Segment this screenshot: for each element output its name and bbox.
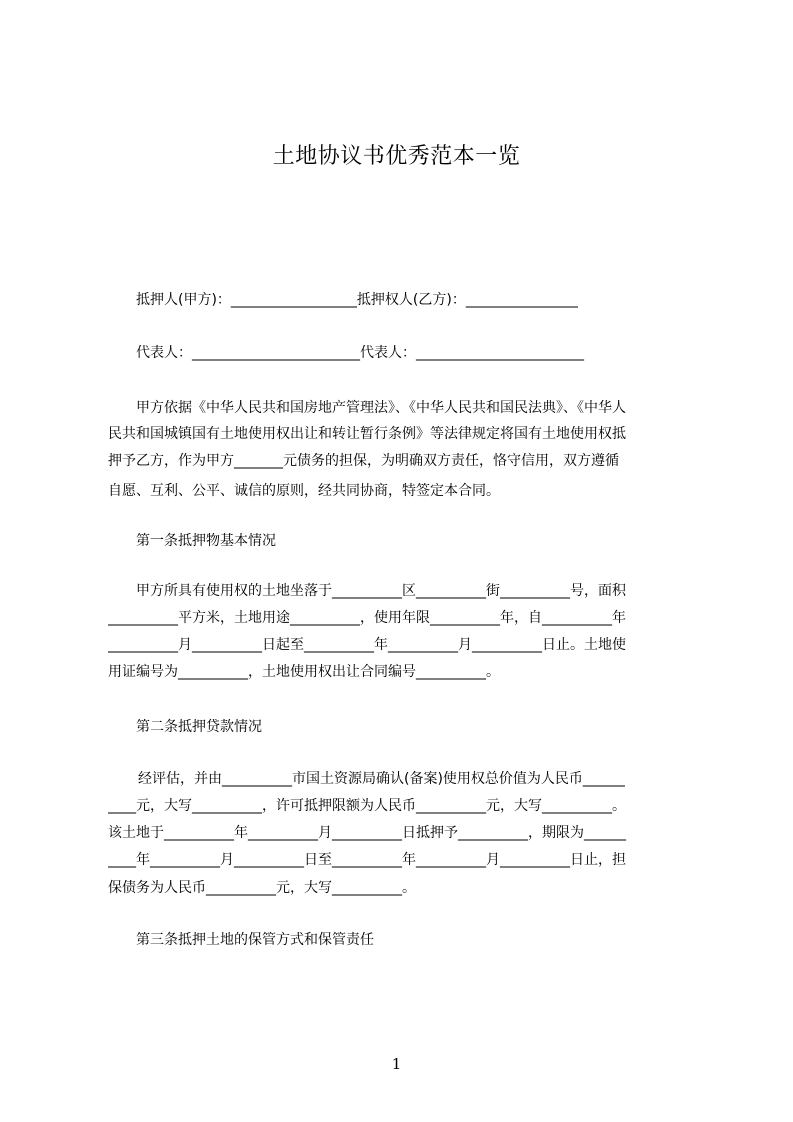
article3-heading: 第三条抵押土地的保管方式和保管责任 — [136, 932, 374, 948]
intro-paragraph-line: 甲方依据《中华人民共和国房地产管理法》、《中华人民共和国民法典》、《中华人 — [136, 400, 626, 416]
article1-paragraph-line: 甲方所具有使用权的土地坐落于__________区__________街__________号，面积 — [136, 583, 626, 599]
article1-paragraph-line: __________平方米，土地用途__________，使用年限__________年，自__________年 — [108, 610, 626, 626]
article2-paragraph-line: ____元，大写__________，许可抵押限额为人民币__________元，大写__________。 — [108, 798, 626, 814]
intro-paragraph-line: 自愿、互利、公平、诚信的原则，经共同协商，特签定本合同。 — [108, 483, 500, 499]
article1-paragraph-line: __________月__________日起至__________年__________月__________日止。土地使 — [108, 637, 626, 653]
article2-paragraph-line: 经评估，并由__________市国土资源局确认(备案)使用权总价值为人民币______ — [138, 771, 625, 787]
article2-paragraph-line: 保债务为人民币__________元，大写__________。 — [108, 880, 416, 896]
intro-paragraph-line: 民共和国城镇国有土地使用权出让和转让暂行条例》等法律规定将国有土地使用权抵 — [108, 426, 626, 442]
article1-paragraph-line: 用证编号为__________，土地使用权出让合同编号__________。 — [108, 664, 500, 680]
intro-paragraph-line: 押予乙方，作为甲方_______元债务的担保，为明确双方责任，恪守信用，双方遵循 — [108, 453, 619, 469]
article1-heading: 第一条抵押物基本情况 — [136, 533, 276, 549]
article2-paragraph-line: 该土地于__________年__________月__________日抵押予__________，期限为______ — [108, 825, 626, 841]
article2-heading: 第二条抵押贷款情况 — [136, 719, 262, 735]
document-title: 土地协议书优秀范本一览 — [272, 144, 521, 169]
page-number: 1 — [391, 1055, 402, 1073]
article2-paragraph-line: ____年__________月__________日至__________年__________月__________日止，担 — [108, 852, 626, 868]
parties-representative-line: 代表人：________________________代表人：________________________ — [136, 345, 584, 361]
parties-mortgagor-line: 抵押人(甲方)：__________________抵押权人(乙方)：________________ — [136, 292, 578, 308]
